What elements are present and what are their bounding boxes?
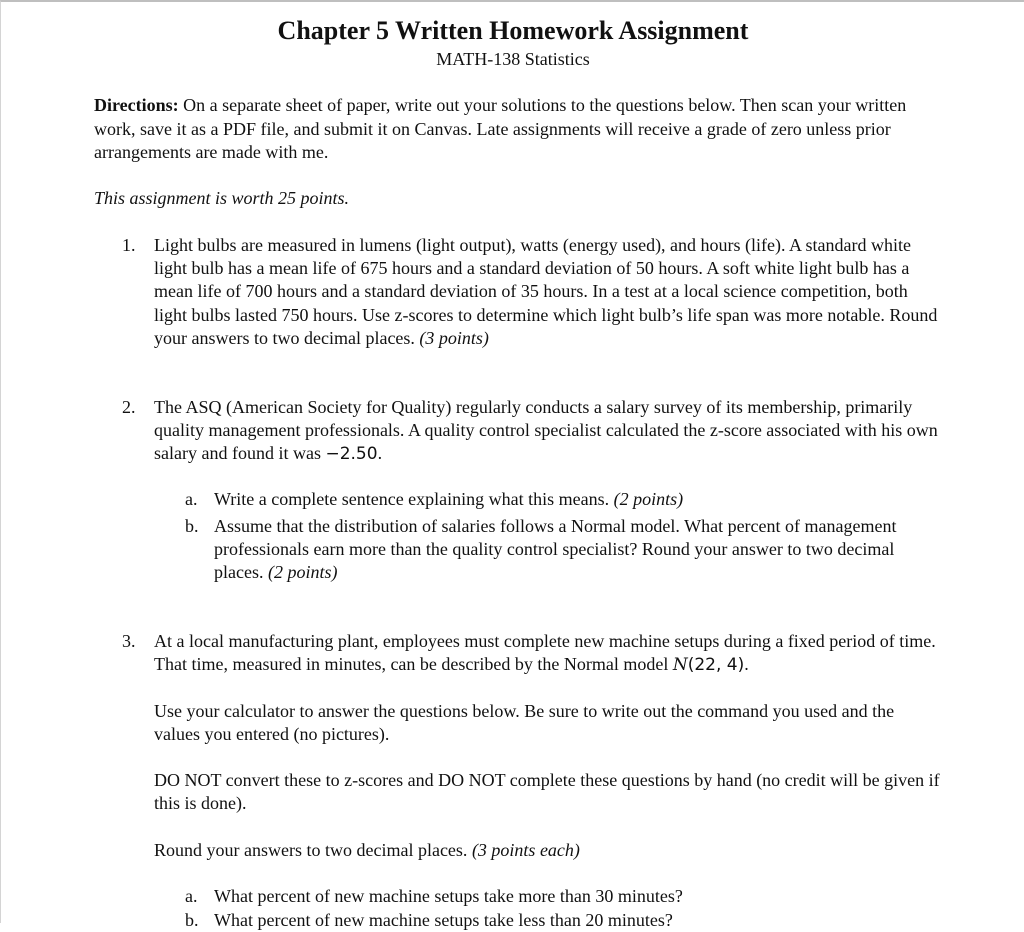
page-title: Chapter 5 Written Homework Assignment bbox=[277, 16, 749, 45]
points-label: (3 points each) bbox=[471, 840, 580, 860]
question-3-rounding bbox=[154, 839, 944, 862]
part-letter: b. bbox=[185, 516, 199, 536]
question-2a-text bbox=[214, 488, 914, 511]
rounding-text: Round your answers to two decimal places. bbox=[154, 840, 472, 860]
directions-paragraph bbox=[94, 94, 924, 165]
directions-text: On a separate sheet of paper, write out your solutions to the questions below. Then scan your written work, save it as a PDF file, and submit it on Canvas. Late assignments will receive a grade of zero unless prior arrangements are made with me. bbox=[94, 95, 907, 162]
course-subtitle: MATH-138 Statistics bbox=[436, 49, 590, 69]
directions-label: Directions: bbox=[94, 95, 179, 115]
part-letter: a. bbox=[185, 489, 198, 509]
points-label: (3 points) bbox=[419, 327, 489, 348]
normal-model-params: (22, 4) bbox=[687, 655, 745, 676]
normal-model-symbol: N bbox=[672, 655, 688, 676]
question-body: Light bulbs are measured in lumens (light output), watts (energy used), and hours (life). A standard white light bulb has a mean life of 675 hours and a standard deviation of 50 hours. A soft white light bulb has a mean life of 700 hours and a standard deviation of 35 hours. In a test at a local science competition, both light bulbs lasted 750 hours. Use z-scores to determine which light bulb’s life span was more notable. Round your answers to two decimal places. bbox=[154, 235, 938, 348]
assignment-worth: This assignment is worth 25 points. bbox=[94, 188, 350, 208]
question-3-warning: DO NOT convert these to z-scores and DO NOT complete these questions by hand (no credit will be given if this is done). bbox=[154, 770, 940, 814]
question-1-text bbox=[154, 234, 944, 350]
question-2b-text bbox=[214, 515, 914, 585]
question-3-instructions: Use your calculator to answer the questions below. Be sure to write out the command you used and the values you entered (no pictures). bbox=[154, 701, 895, 745]
question-body: At a local manufacturing plant, employees must complete new machine setups during a fixed period of time. That time, measured in minutes, can be described by the Normal model bbox=[154, 631, 936, 675]
z-score-value: −2.50 bbox=[325, 444, 378, 465]
question-number: 3. bbox=[122, 631, 136, 651]
question-body: The ASQ (American Society for Quality) regularly conducts a salary survey of its membership, primarily quality management professionals. A quality control specialist calculated the z-score associated with his own salary and found it was bbox=[154, 397, 938, 464]
points-label: (2 points) bbox=[613, 489, 684, 509]
part-body: Write a complete sentence explaining what this means. bbox=[214, 489, 614, 509]
part-body: Assume that the distribution of salaries follows a Normal model. What percent of management professionals earn more than the quality control specialist? Round your answer to two decimal places. bbox=[214, 516, 897, 583]
question-end: . bbox=[377, 443, 383, 464]
points-label: (2 points) bbox=[267, 562, 338, 583]
question-3-text bbox=[154, 630, 944, 677]
part-letter: a. bbox=[185, 886, 198, 906]
question-number: 1. bbox=[122, 235, 136, 255]
question-3b-text: What percent of new machine setups take less than 20 minutes? bbox=[214, 910, 673, 930]
question-3a-text: What percent of new machine setups take more than 30 minutes? bbox=[214, 886, 683, 906]
part-letter: b. bbox=[185, 910, 199, 930]
question-end: . bbox=[744, 654, 749, 675]
question-number: 2. bbox=[122, 397, 136, 417]
question-2-text bbox=[154, 396, 944, 467]
